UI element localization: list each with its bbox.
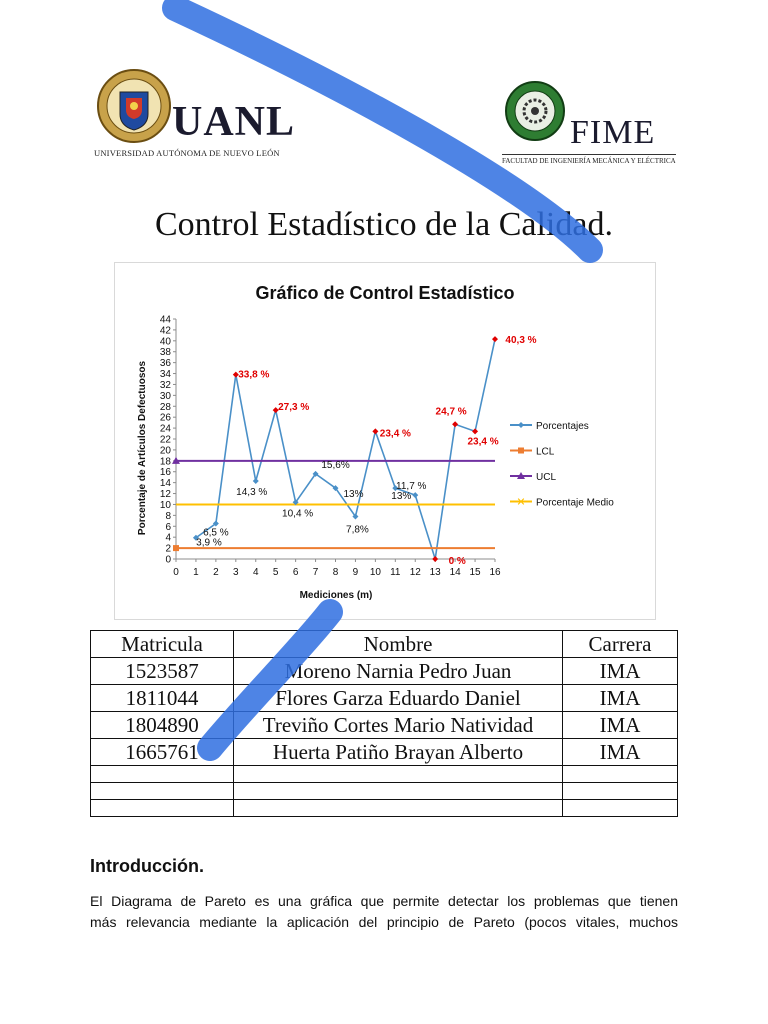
cell-nombre: Treviño Cortes Mario Natividad xyxy=(234,712,563,739)
table-row xyxy=(91,739,678,766)
chart-y-axis-label: Porcentaje de Artículos Defectuosos xyxy=(137,360,148,536)
data-label: 24,7 % xyxy=(435,406,467,418)
uanl-subtitle: UNIVERSIDAD AUTÓNOMA DE NUEVO LEÓN xyxy=(94,148,280,158)
x-tick-label: 11 xyxy=(390,567,401,578)
legend-marker xyxy=(518,422,524,428)
x-tick-label: 9 xyxy=(352,567,359,578)
cell-carrera: IMA xyxy=(563,739,678,766)
data-point-marker xyxy=(452,421,458,427)
x-tick-label: 3 xyxy=(233,567,239,578)
table-empty-row xyxy=(91,766,678,783)
x-tick-label: 5 xyxy=(272,567,279,578)
y-tick-label: 6 xyxy=(165,521,171,533)
data-label: 11,7 % xyxy=(396,481,427,493)
y-tick-label: 12 xyxy=(159,489,171,501)
y-tick-label: 24 xyxy=(159,423,171,435)
chart-x-axis-label: Mediciones (m) xyxy=(299,590,373,601)
y-tick-label: 44 xyxy=(159,314,171,326)
legend-label: LCL xyxy=(536,446,555,458)
y-tick-label: 34 xyxy=(159,369,171,381)
y-tick-label: 8 xyxy=(165,510,171,522)
data-label: 3,9 % xyxy=(196,537,222,549)
x-tick-label: 10 xyxy=(369,567,381,578)
x-tick-label: 6 xyxy=(292,567,299,578)
data-point-marker xyxy=(472,428,478,434)
legend-marker xyxy=(518,448,524,454)
x-tick-label: 7 xyxy=(312,567,319,578)
x-tick-label: 2 xyxy=(213,567,219,578)
legend-label: UCL xyxy=(536,472,557,483)
cell-nombre: Huerta Patiño Brayan Alberto xyxy=(234,739,563,766)
data-label: 15,6% xyxy=(321,459,350,471)
y-tick-label: 2 xyxy=(165,543,171,555)
control-chart xyxy=(114,262,656,620)
table-row xyxy=(91,712,678,739)
intro-paragraph xyxy=(90,891,678,933)
x-tick-label: 8 xyxy=(332,567,339,578)
data-label: 40,3 % xyxy=(505,335,537,347)
table-empty-row xyxy=(91,783,678,800)
cell-nombre: Moreno Narnia Pedro Juan xyxy=(234,658,563,685)
y-tick-label: 20 xyxy=(159,445,171,457)
data-point-marker xyxy=(492,336,498,342)
data-label: 7,8% xyxy=(346,524,369,536)
y-tick-label: 10 xyxy=(159,499,171,511)
cell-carrera: IMA xyxy=(563,685,678,712)
data-label: 10,4 % xyxy=(282,508,314,520)
column-header-carrera: Carrera xyxy=(563,631,678,658)
y-tick-label: 0 xyxy=(165,554,171,566)
x-tick-label: 13 xyxy=(429,567,441,578)
x-tick-label: 15 xyxy=(469,567,481,578)
cell-matricula: 1811044 xyxy=(91,685,234,712)
y-tick-label: 28 xyxy=(159,401,171,413)
x-tick-label: 0 xyxy=(173,567,179,578)
column-header-matricula: Matricula xyxy=(91,631,234,658)
y-tick-label: 36 xyxy=(159,358,171,370)
y-tick-label: 14 xyxy=(159,478,171,490)
data-label: 13% xyxy=(343,489,364,501)
y-tick-label: 32 xyxy=(159,379,171,391)
x-tick-label: 14 xyxy=(449,567,461,578)
column-header-nombre: Nombre xyxy=(234,631,563,658)
cell-matricula: 1665761 xyxy=(91,739,234,766)
intro-line: El Diagrama de Pareto es una gráfica que permite detectar los problemas que tienen xyxy=(90,893,678,909)
cell-carrera: IMA xyxy=(563,712,678,739)
x-tick-label: 12 xyxy=(409,567,421,578)
document-title: Control Estadístico de la Calidad. xyxy=(155,206,613,243)
data-label: 23,4 % xyxy=(467,436,499,448)
y-tick-label: 38 xyxy=(159,347,171,359)
data-point-marker xyxy=(432,556,438,562)
data-point-marker xyxy=(253,478,259,484)
data-point-marker xyxy=(412,492,418,498)
fime-logo xyxy=(500,78,680,168)
data-point-marker xyxy=(372,428,378,434)
y-tick-label: 40 xyxy=(159,336,171,348)
data-label: 0 % xyxy=(448,556,466,567)
x-tick-label: 16 xyxy=(489,567,501,578)
y-tick-label: 4 xyxy=(165,532,171,544)
uanl-logo xyxy=(92,66,296,168)
x-tick-label: 1 xyxy=(193,567,199,578)
data-label: 6,5 % xyxy=(203,527,229,539)
intro-heading: Introducción. xyxy=(90,856,204,876)
table-row xyxy=(91,685,678,712)
data-label: 33,8 % xyxy=(238,369,270,381)
y-tick-label: 26 xyxy=(159,412,171,424)
legend-label: Porcentaje Medio xyxy=(536,497,614,509)
table-row xyxy=(91,658,678,685)
students-table xyxy=(90,630,678,817)
y-tick-label: 30 xyxy=(159,390,171,402)
y-tick-label: 42 xyxy=(159,325,171,337)
control-chart-svg xyxy=(115,263,655,619)
table-empty-row xyxy=(91,800,678,817)
table-header-row xyxy=(91,631,678,658)
data-label: 27,3 % xyxy=(278,402,310,414)
cell-matricula: 1804890 xyxy=(91,712,234,739)
fime-subtitle: FACULTAD DE INGENIERÍA MECÁNICA Y ELÉCTRICA xyxy=(502,154,676,165)
data-label: 13% xyxy=(391,491,412,503)
fime-seal-icon xyxy=(504,80,566,142)
intro-line: más relevancia mediante la aplicación del principio de Pareto (pocos vitales, muchos xyxy=(90,914,678,930)
cell-matricula: 1523587 xyxy=(91,658,234,685)
chart-title: Gráfico de Control Estadístico xyxy=(255,283,515,303)
y-tick-label: 22 xyxy=(159,434,171,446)
cell-carrera: IMA xyxy=(563,658,678,685)
fime-wordmark: FIME xyxy=(570,114,656,151)
legend-label: Porcentajes xyxy=(536,421,589,432)
uanl-seal-icon xyxy=(96,68,172,144)
x-tick-label: 4 xyxy=(252,567,259,578)
data-label: 14,3 % xyxy=(236,487,268,498)
lcl-marker xyxy=(173,545,179,551)
data-label: 23,4 % xyxy=(379,428,411,440)
legend-marker: ✕ xyxy=(516,495,526,509)
y-tick-label: 16 xyxy=(159,467,171,479)
y-tick-label: 18 xyxy=(159,456,171,468)
uanl-wordmark: UANL xyxy=(172,99,296,145)
cell-nombre: Flores Garza Eduardo Daniel xyxy=(234,685,563,712)
